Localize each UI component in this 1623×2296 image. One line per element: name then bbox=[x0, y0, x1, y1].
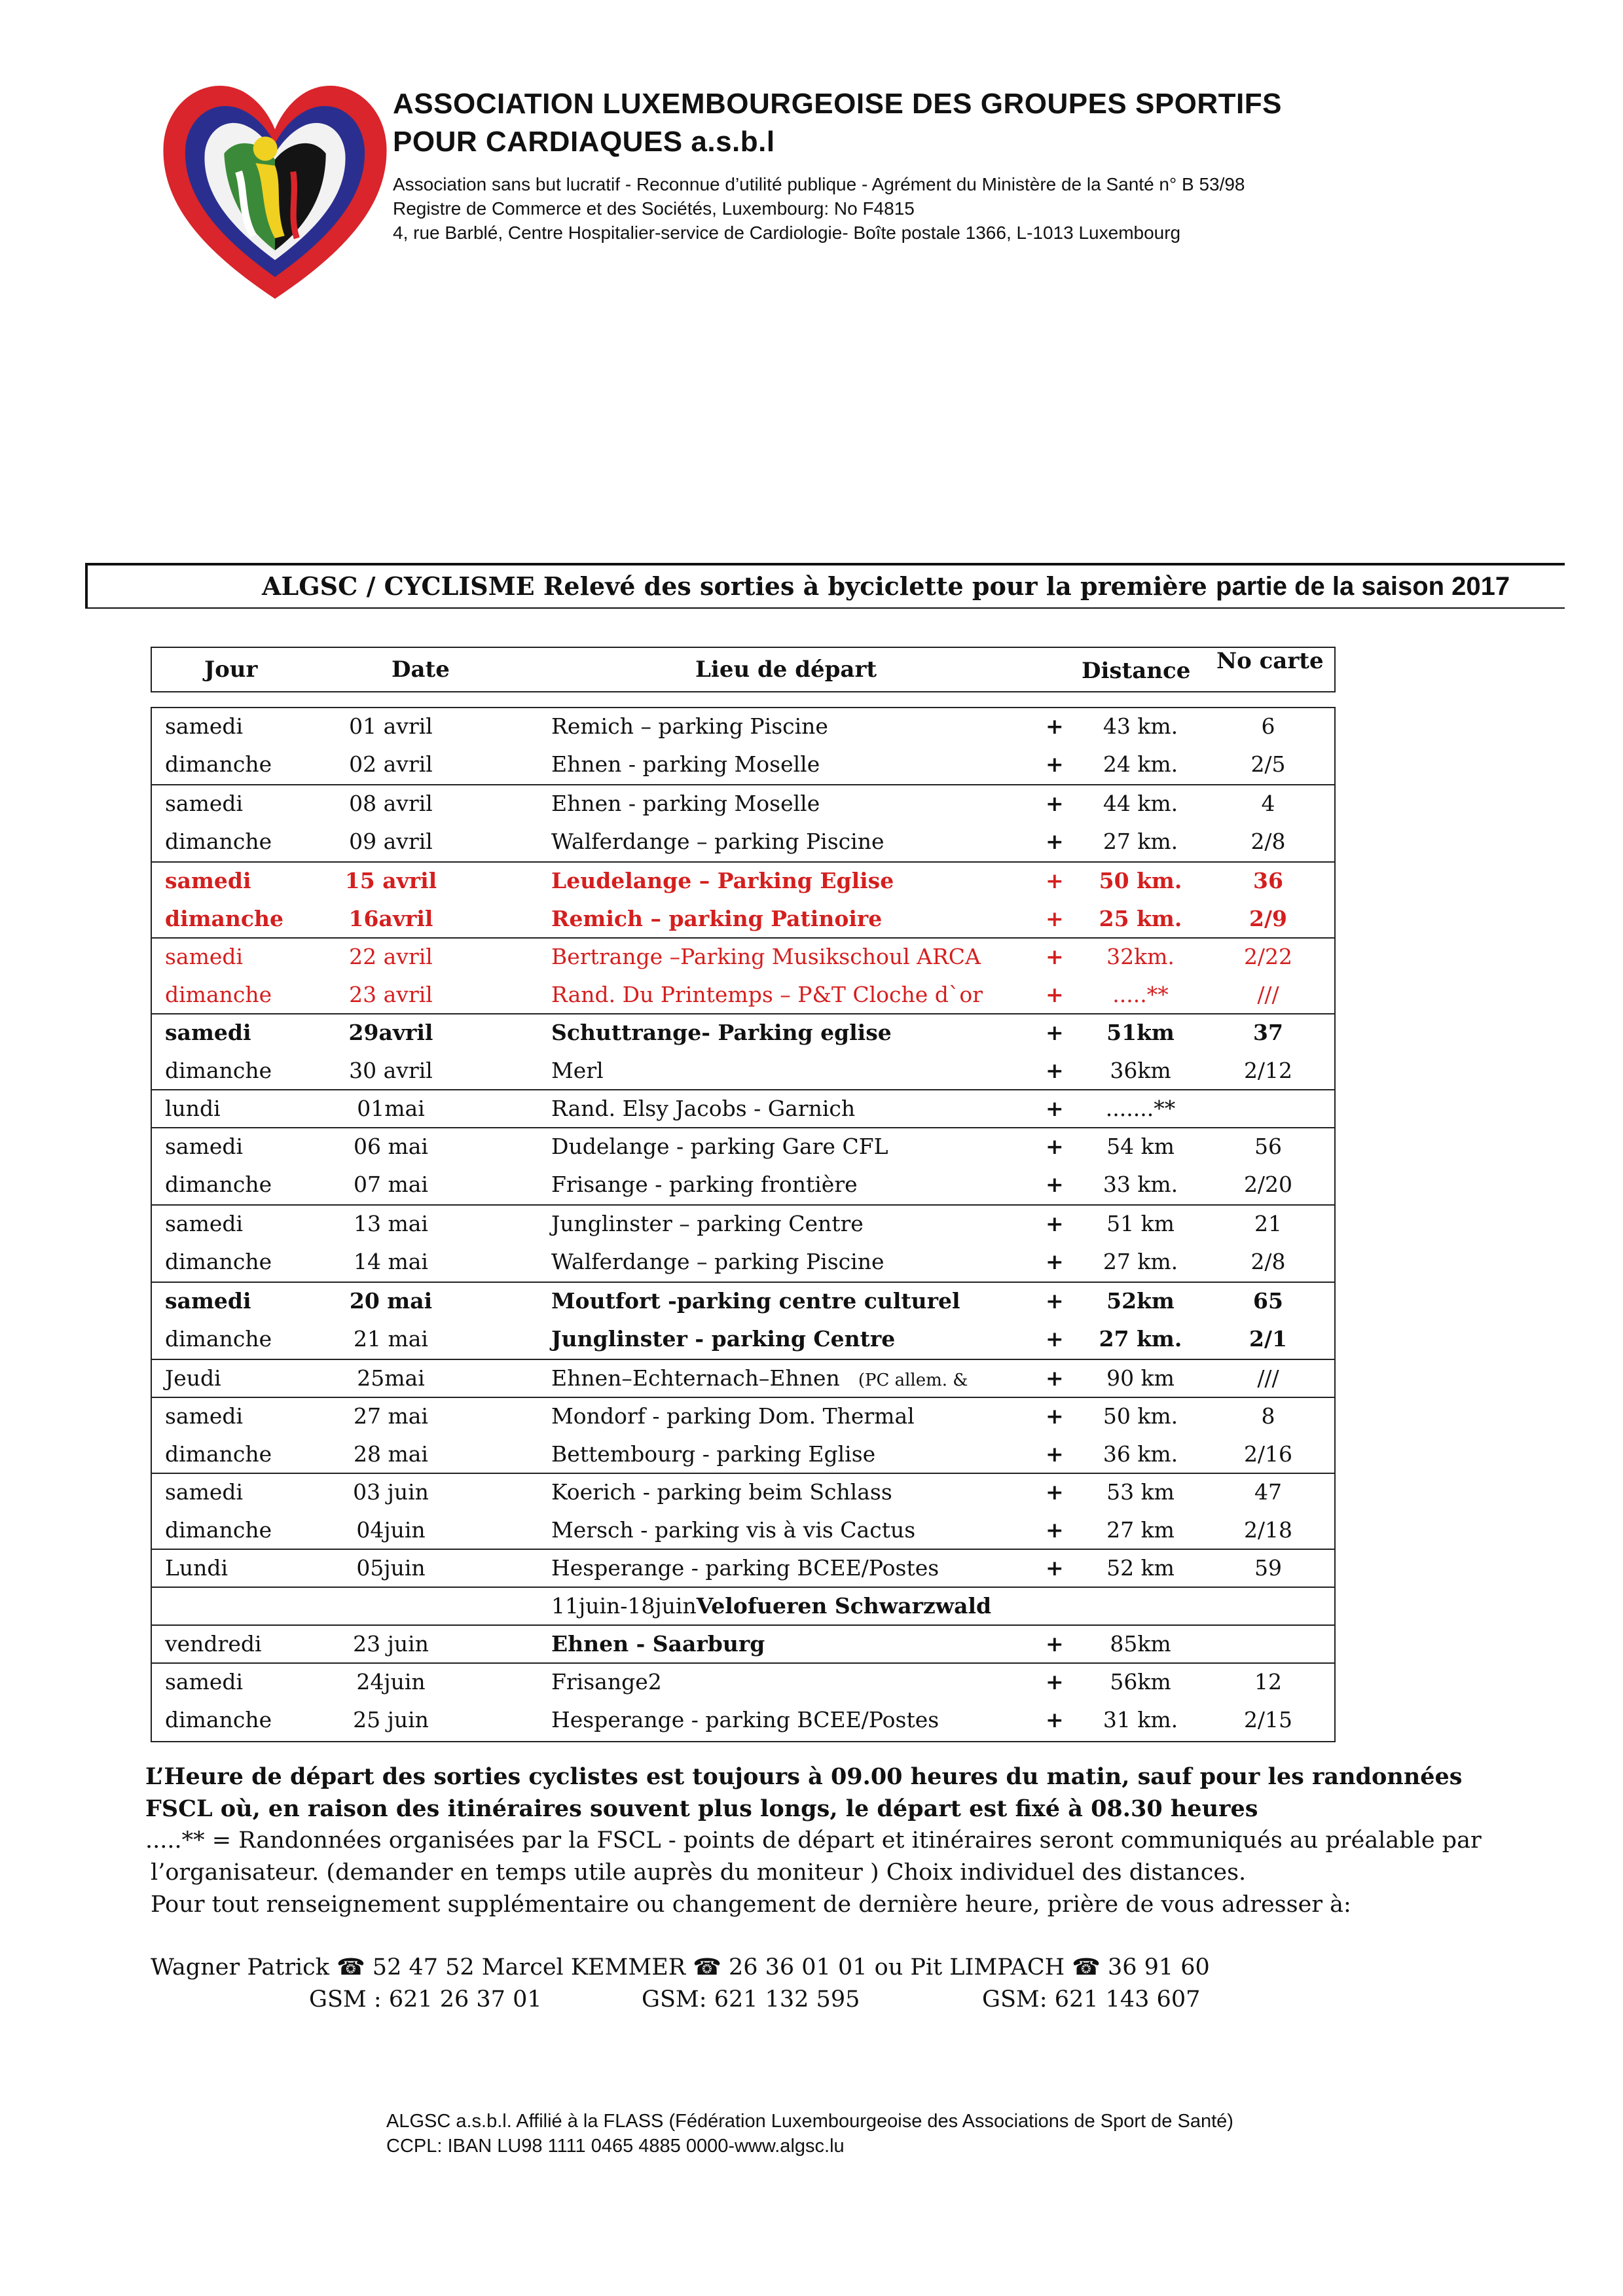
cell-dist: 56km bbox=[1110, 1669, 1171, 1695]
cell-jour: vendredi bbox=[165, 1631, 262, 1657]
table-row bbox=[152, 1283, 1334, 1321]
table-row bbox=[152, 1550, 1334, 1588]
cell-lieu: Leudelange – Parking Eglise bbox=[551, 868, 894, 893]
note-contact-intro: Pour tout renseignement supplémentaire ou changement de dernière heure, prière de vous adresser à: bbox=[151, 1892, 1351, 1918]
cell-carte: 21 bbox=[1254, 1211, 1282, 1236]
cell-plus: + bbox=[1046, 791, 1064, 816]
table-row bbox=[152, 939, 1334, 977]
cell-jour: samedi bbox=[165, 1211, 244, 1236]
cell-lieu: Koerich - parking beim Schlass bbox=[551, 1479, 892, 1505]
cell-date: 01 avril bbox=[349, 713, 433, 739]
cell-lieu: Bettembourg - parking Eglise bbox=[551, 1441, 876, 1467]
table-row bbox=[152, 901, 1334, 939]
cell-carte: 8 bbox=[1261, 1403, 1275, 1429]
cell-plus: + bbox=[1046, 1403, 1064, 1429]
cell-dist: 36 km. bbox=[1103, 1441, 1178, 1467]
org-info-line1: Association sans but lucratif - Reconnue d’utilité publique - Agrément du Ministère de la Santé n° B 53/98 bbox=[393, 174, 1245, 194]
organization-name bbox=[393, 85, 1282, 161]
table-row-group bbox=[152, 1014, 1334, 1090]
table-row-group bbox=[152, 708, 1334, 785]
cell-dist: .......** bbox=[1105, 1096, 1176, 1121]
note-start-time-line2: FSCL où, en raison des itinéraires souvent plus longs, le départ est fixé à 08.30 heures bbox=[145, 1795, 1258, 1822]
organization-info bbox=[393, 172, 1245, 245]
cell-carte: 2/5 bbox=[1250, 751, 1286, 777]
cell-lieu: 11juin-18juinVelofueren Schwarzwald bbox=[551, 1593, 992, 1619]
org-name-line1: ASSOCIATION LUXEMBOURGEOISE DES GROUPES SPORTIFS bbox=[393, 88, 1283, 120]
org-info-line3: 4, rue Barblé, Centre Hospitalier-service de Cardiologie- Boîte postale 1366, L-1013 Luxembourg bbox=[393, 223, 1181, 243]
cell-dist: 31 km. bbox=[1103, 1707, 1178, 1732]
cell-carte: 59 bbox=[1254, 1555, 1282, 1581]
cell-dist: 32km. bbox=[1106, 944, 1175, 969]
cell-carte: 2/12 bbox=[1243, 1058, 1293, 1083]
cell-dist: 33 km. bbox=[1103, 1172, 1178, 1197]
cell-plus: + bbox=[1046, 1707, 1064, 1732]
footer-line2: CCPL: IBAN LU98 1111 0465 4885 0000-www.algsc.lu bbox=[386, 2136, 845, 2157]
cell-dist: 51km bbox=[1106, 1020, 1175, 1045]
column-header-lieu: Lieu de départ bbox=[695, 656, 877, 683]
cell-plus: + bbox=[1046, 1211, 1064, 1236]
cell-date: 24juin bbox=[356, 1669, 426, 1695]
table-row-group bbox=[152, 785, 1334, 863]
table-row-group bbox=[152, 1398, 1334, 1474]
cell-plus: + bbox=[1046, 1479, 1064, 1505]
cell-dist: 90 km bbox=[1106, 1365, 1175, 1391]
cell-jour: dimanche bbox=[165, 1517, 272, 1543]
cell-date: 25mai bbox=[357, 1365, 425, 1391]
cell-date: 04juin bbox=[356, 1517, 426, 1543]
cell-jour: samedi bbox=[165, 713, 244, 739]
cell-lieu: Merl bbox=[551, 1058, 604, 1083]
table-row bbox=[152, 1360, 1334, 1398]
cell-lieu: Dudelange - parking Gare CFL bbox=[551, 1134, 888, 1159]
table-row bbox=[152, 1626, 1334, 1664]
cell-lieu: Ehnen–Echternach–Ehnen (PC allem. & bbox=[551, 1365, 968, 1391]
cell-plus: + bbox=[1046, 868, 1064, 893]
cell-dist: 27 km. bbox=[1103, 1249, 1178, 1274]
table-row-group bbox=[152, 1550, 1334, 1588]
cell-date: 09 avril bbox=[349, 829, 433, 854]
cell-date: 05juin bbox=[356, 1555, 426, 1581]
contact-gsm-kemmer: GSM: 621 132 595 bbox=[642, 1986, 860, 2013]
cell-plus: + bbox=[1046, 1288, 1064, 1314]
table-row-group bbox=[152, 1283, 1334, 1360]
cell-lieu: Schuttrange- Parking eglise bbox=[551, 1020, 892, 1045]
cell-jour: lundi bbox=[165, 1096, 221, 1121]
org-info-line2: Registre de Commerce et des Sociétés, Luxembourg: No F4815 bbox=[393, 198, 915, 219]
cell-date: 29avril bbox=[348, 1020, 433, 1045]
cell-plus: + bbox=[1046, 1020, 1064, 1045]
cell-date: 08 avril bbox=[349, 791, 433, 816]
cell-plus: + bbox=[1046, 1365, 1064, 1391]
cell-date: 27 mai bbox=[353, 1403, 428, 1429]
cell-dist: 54 km bbox=[1106, 1134, 1175, 1159]
cell-jour: dimanche bbox=[165, 1707, 272, 1732]
table-row bbox=[152, 1512, 1334, 1550]
title-part2: partie de la saison 2017 bbox=[1216, 572, 1510, 601]
cell-lieu: Walferdange – parking Piscine bbox=[551, 1249, 884, 1274]
cell-jour: dimanche bbox=[165, 982, 272, 1007]
cell-plus: + bbox=[1046, 751, 1064, 777]
table-row-group bbox=[152, 1128, 1334, 1206]
cell-date: 01mai bbox=[357, 1096, 425, 1121]
cell-jour: samedi bbox=[165, 1134, 244, 1159]
cell-dist: 52 km bbox=[1106, 1555, 1175, 1581]
table-row-group bbox=[152, 1626, 1334, 1664]
cell-lieu: Frisange2 bbox=[551, 1669, 662, 1695]
cell-dist: 27 km. bbox=[1103, 829, 1178, 854]
cell-dist: 53 km bbox=[1106, 1479, 1175, 1505]
cell-jour: samedi bbox=[165, 1403, 244, 1429]
table-row bbox=[152, 1244, 1334, 1282]
table-row bbox=[152, 1664, 1334, 1702]
table-row bbox=[152, 1206, 1334, 1244]
contacts-line: Wagner Patrick ☎ 52 47 52 Marcel KEMMER ☎ 26 36 01 01 ou Pit LIMPACH ☎ 36 91 60 bbox=[151, 1954, 1210, 1981]
cell-jour: samedi bbox=[165, 1288, 251, 1314]
column-header-date: Date bbox=[392, 656, 450, 683]
schedule-table bbox=[151, 707, 1336, 1742]
cell-lieu: Hesperange - parking BCEE/Postes bbox=[551, 1707, 939, 1732]
table-row bbox=[152, 1166, 1334, 1204]
cell-lieu: Junglinster - parking Centre bbox=[551, 1326, 896, 1352]
table-row bbox=[152, 1702, 1334, 1740]
cell-lieu: Mersch - parking vis à vis Cactus bbox=[551, 1517, 916, 1543]
note-start-time-line1: L’Heure de départ des sorties cyclistes est toujours à 09.00 heures du matin, sauf pour les randonnées bbox=[145, 1763, 1463, 1790]
cell-carte: 2/15 bbox=[1243, 1707, 1293, 1732]
cell-dist: 36km bbox=[1110, 1058, 1171, 1083]
table-row bbox=[152, 1052, 1334, 1090]
cell-dist: 85km bbox=[1110, 1631, 1171, 1657]
cell-jour: dimanche bbox=[165, 1249, 272, 1274]
cell-dist: 27 km. bbox=[1099, 1326, 1182, 1352]
cell-lieu: Ehnen - Saarburg bbox=[551, 1631, 765, 1657]
table-row-group bbox=[152, 1588, 1334, 1626]
table-row bbox=[152, 977, 1334, 1014]
cell-carte: 37 bbox=[1253, 1020, 1283, 1045]
cell-jour: dimanche bbox=[165, 751, 272, 777]
cell-carte: 56 bbox=[1254, 1134, 1282, 1159]
cell-carte: 12 bbox=[1254, 1669, 1282, 1695]
cell-carte: 65 bbox=[1253, 1288, 1283, 1314]
cell-carte: 2/20 bbox=[1243, 1172, 1293, 1197]
cell-plus: + bbox=[1046, 829, 1064, 854]
cell-lieu: Walferdange – parking Piscine bbox=[551, 829, 884, 854]
cell-lieu: Frisange - parking frontière bbox=[551, 1172, 858, 1197]
table-row bbox=[152, 785, 1334, 823]
cell-carte: 2/1 bbox=[1249, 1326, 1287, 1352]
cell-lieu: Bertrange –Parking Musikschoul ARCA bbox=[551, 944, 981, 969]
cell-plus: + bbox=[1046, 906, 1064, 931]
cell-date: 16avril bbox=[348, 906, 433, 931]
table-row bbox=[152, 1090, 1334, 1128]
cell-carte: 6 bbox=[1261, 713, 1275, 739]
cell-dist: 50 km. bbox=[1103, 1403, 1178, 1429]
cell-jour: dimanche bbox=[165, 1441, 272, 1467]
cell-plus: + bbox=[1046, 713, 1064, 739]
cell-date: 22 avril bbox=[349, 944, 433, 969]
cell-lieu: Hesperange - parking BCEE/Postes bbox=[551, 1555, 939, 1581]
table-row-group bbox=[152, 939, 1334, 1014]
cell-plus: + bbox=[1046, 1326, 1064, 1352]
cell-carte: 36 bbox=[1253, 868, 1283, 893]
cell-jour: dimanche bbox=[165, 1326, 272, 1352]
cell-date: 23 juin bbox=[353, 1631, 429, 1657]
footer bbox=[386, 2109, 1233, 2159]
column-header-carte: No carte bbox=[1216, 648, 1324, 674]
table-row bbox=[152, 746, 1334, 784]
cell-jour: dimanche bbox=[165, 1058, 272, 1083]
table-row-group bbox=[152, 863, 1334, 939]
cell-carte: 2/9 bbox=[1249, 906, 1287, 931]
cell-date: 07 mai bbox=[353, 1172, 428, 1197]
table-row bbox=[152, 1436, 1334, 1474]
cell-date: 03 juin bbox=[353, 1479, 429, 1505]
table-row bbox=[152, 1321, 1334, 1359]
cell-carte: 2/16 bbox=[1243, 1441, 1293, 1467]
cell-lieu: Moutfort -parking centre culturel bbox=[551, 1288, 960, 1314]
column-header-distance: Distance bbox=[1082, 658, 1191, 684]
cell-plus: + bbox=[1046, 944, 1064, 969]
contact-gsm-limpach: GSM: 621 143 607 bbox=[982, 1986, 1201, 2013]
cell-carte: 2/22 bbox=[1243, 944, 1293, 969]
cell-date: 25 juin bbox=[353, 1707, 429, 1732]
cell-carte: 2/8 bbox=[1250, 829, 1286, 854]
cell-carte: /// bbox=[1257, 982, 1279, 1007]
cell-plus: + bbox=[1046, 1172, 1064, 1197]
cell-carte: 2/18 bbox=[1243, 1517, 1293, 1543]
cell-jour: Lundi bbox=[165, 1555, 228, 1581]
cell-date: 13 mai bbox=[353, 1211, 428, 1236]
cell-plus: + bbox=[1046, 1096, 1064, 1121]
cell-jour: dimanche bbox=[165, 829, 272, 854]
table-row bbox=[152, 1398, 1334, 1436]
table-row bbox=[152, 1128, 1334, 1166]
title-part1: ALGSC / CYCLISME Relevé des sorties à byciclette pour la première bbox=[262, 571, 1216, 601]
cell-dist: 25 km. bbox=[1099, 906, 1182, 931]
cell-jour: samedi bbox=[165, 868, 251, 893]
cell-plus: + bbox=[1046, 1441, 1064, 1467]
cell-dist: 27 km bbox=[1106, 1517, 1175, 1543]
table-row-group bbox=[152, 1474, 1334, 1550]
table-row-group bbox=[152, 1360, 1334, 1398]
table-row bbox=[152, 1474, 1334, 1512]
cell-jour: samedi bbox=[165, 1669, 244, 1695]
cell-lieu: Rand. Du Printemps – P&T Cloche d`or bbox=[551, 982, 983, 1007]
cell-plus: + bbox=[1046, 1631, 1064, 1657]
cell-date: 20 mai bbox=[349, 1288, 433, 1314]
cell-lieu: Rand. Elsy Jacobs - Garnich bbox=[551, 1096, 856, 1121]
cell-date: 23 avril bbox=[349, 982, 433, 1007]
table-row-group bbox=[152, 1206, 1334, 1283]
cell-lieu: Junglinster – parking Centre bbox=[551, 1211, 864, 1236]
note-fscl-line1: .....** = Randonnées organisées par la FSCL - points de départ et itinéraires seront communiqués au préalable par bbox=[145, 1827, 1482, 1854]
column-header-jour: Jour bbox=[204, 656, 258, 683]
cell-carte: /// bbox=[1257, 1365, 1279, 1391]
cell-plus: + bbox=[1046, 1669, 1064, 1695]
cell-carte: 47 bbox=[1254, 1479, 1282, 1505]
org-name-line2: POUR CARDIAQUES a.s.b.l bbox=[393, 126, 775, 158]
cell-date: 02 avril bbox=[349, 751, 433, 777]
cell-plus: + bbox=[1046, 1058, 1064, 1083]
table-row bbox=[152, 708, 1334, 746]
cell-carte: 2/8 bbox=[1250, 1249, 1286, 1274]
cell-date: 21 mai bbox=[353, 1326, 428, 1352]
cell-jour: samedi bbox=[165, 791, 244, 816]
cell-jour: samedi bbox=[165, 944, 244, 969]
cell-date: 06 mai bbox=[353, 1134, 428, 1159]
table-row-group bbox=[152, 1664, 1334, 1740]
cell-plus: + bbox=[1046, 1134, 1064, 1159]
cell-lieu-event: Velofueren Schwarzwald bbox=[696, 1593, 992, 1619]
document-title bbox=[262, 571, 1510, 601]
cell-date: 14 mai bbox=[353, 1249, 428, 1274]
cell-lieu: Remich – parking Piscine bbox=[551, 713, 828, 739]
cell-dist: 43 km. bbox=[1103, 713, 1178, 739]
cell-lieu: Mondorf - parking Dom. Thermal bbox=[551, 1403, 915, 1429]
cell-plus: + bbox=[1046, 1555, 1064, 1581]
cell-jour: Jeudi bbox=[165, 1365, 221, 1391]
cell-date: 28 mai bbox=[353, 1441, 428, 1467]
table-row-group bbox=[152, 1090, 1334, 1128]
cell-jour: dimanche bbox=[165, 906, 283, 931]
cell-dist: 24 km. bbox=[1103, 751, 1178, 777]
cell-dist: 51 km bbox=[1106, 1211, 1175, 1236]
cell-plus: + bbox=[1046, 982, 1064, 1007]
cell-lieu: Remich – parking Patinoire bbox=[551, 906, 883, 931]
heart-logo-icon bbox=[154, 69, 396, 311]
table-row bbox=[152, 1014, 1334, 1052]
cell-dist: 50 km. bbox=[1099, 868, 1182, 893]
table-row bbox=[152, 1588, 1334, 1626]
cell-carte: 4 bbox=[1261, 791, 1275, 816]
cell-jour: dimanche bbox=[165, 1172, 272, 1197]
cell-dist: 52km bbox=[1106, 1288, 1175, 1314]
cell-date: 15 avril bbox=[344, 868, 437, 893]
cell-lieu: Ehnen - parking Moselle bbox=[551, 751, 820, 777]
table-row bbox=[152, 823, 1334, 861]
note-fscl-line2: l’organisateur. (demander en temps utile auprès du moniteur ) Choix individuel des distances. bbox=[151, 1859, 1247, 1886]
cell-dist: .....** bbox=[1112, 982, 1169, 1007]
table-row bbox=[152, 863, 1334, 901]
cell-plus: + bbox=[1046, 1517, 1064, 1543]
cell-date: 30 avril bbox=[349, 1058, 433, 1083]
contact-gsm-wagner: GSM : 621 26 37 01 bbox=[309, 1986, 542, 2013]
cell-plus: + bbox=[1046, 1249, 1064, 1274]
cell-lieu: Ehnen - parking Moselle bbox=[551, 791, 820, 816]
cell-jour: samedi bbox=[165, 1020, 251, 1045]
cell-dist: 44 km. bbox=[1103, 791, 1178, 816]
cell-lieu-note: (PC allem. & bbox=[858, 1371, 968, 1390]
cell-jour: samedi bbox=[165, 1479, 244, 1505]
footer-line1: ALGSC a.s.b.l. Affilié à la FLASS (Fédération Luxembourgeoise des Associations de Sport de Santé) bbox=[386, 2111, 1233, 2132]
